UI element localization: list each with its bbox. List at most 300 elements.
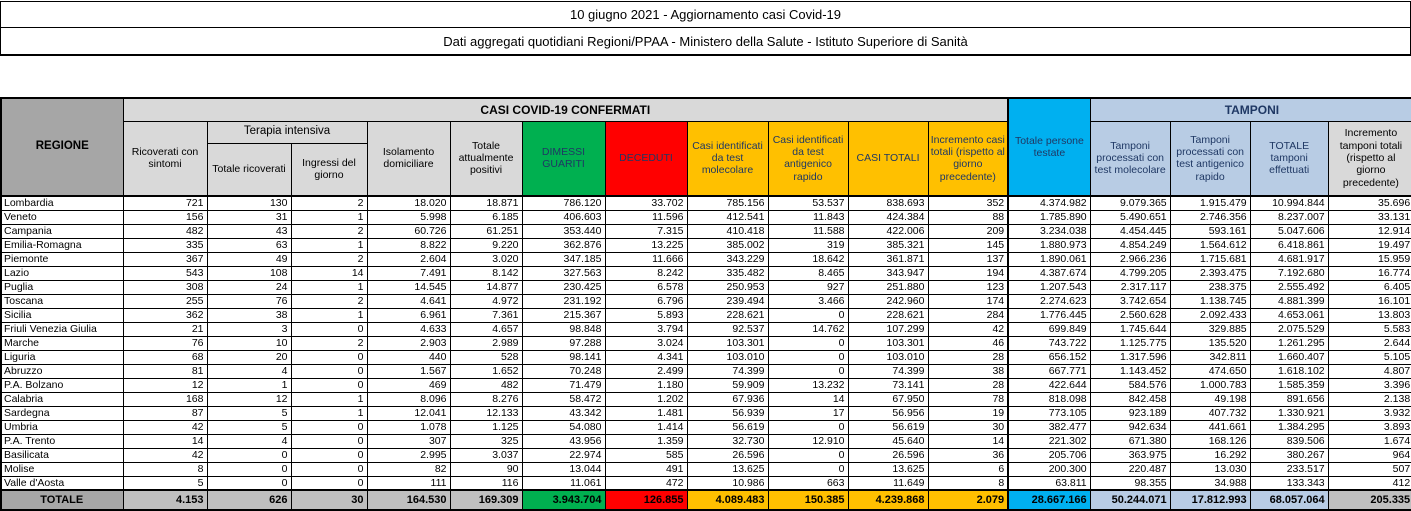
cell-ricoverati: 8 [123,462,207,476]
group-header-terapia-intensiva: Terapia intensiva [207,121,367,143]
cell-ti_ingressi: 1 [291,406,367,420]
cell-testate: 743.722 [1008,336,1090,350]
cell-ti_ingressi: 2 [291,224,367,238]
cell-isolamento: 1.078 [367,420,450,434]
cell-incr_casi: 28 [928,378,1008,392]
cell-positivi: 2.989 [450,336,522,350]
cell-testate: 2.274.623 [1008,294,1090,308]
column-header-incremento-tamponi: Incremento tamponi totali (rispetto al giorno precedente) [1328,121,1411,196]
column-header-totale-tamponi: TOTALE tamponi effettuati [1250,121,1328,196]
cell-regione: Lombardia [1,196,123,210]
cell-tamponi_ant: 168.126 [1170,434,1250,448]
cell-guariti: 98.141 [522,350,605,364]
cell-incr_casi: 28 [928,350,1008,364]
cell-guariti: 43.956 [522,434,605,448]
total-cell-tamponi_mol: 50.244.071 [1090,490,1170,510]
cell-isolamento: 82 [367,462,450,476]
cell-positivi: 6.185 [450,210,522,224]
table-row [1,196,1411,210]
cell-incr_casi: 36 [928,448,1008,462]
cell-incr_casi: 194 [928,266,1008,280]
column-header-tamponi-antigenico: Tamponi processati con test antigenico rapido [1170,121,1250,196]
cell-casi_ant: 11.843 [768,210,848,224]
table-body [1,196,1411,510]
cell-tamponi_mol: 2.560.628 [1090,308,1170,322]
cell-tamponi_tot: 4.681.917 [1250,252,1328,266]
cell-deceduti: 5.893 [605,308,687,322]
cell-incr_casi: 78 [928,392,1008,406]
cell-regione: Molise [1,462,123,476]
column-header-tamponi-molecolare: Tamponi processati con test molecolare [1090,121,1170,196]
table-row [1,266,1411,280]
cell-deceduti: 472 [605,476,687,490]
cell-incr_tamponi: 16.774 [1328,266,1411,280]
cell-ti_ingressi: 1 [291,308,367,322]
cell-deceduti: 7.315 [605,224,687,238]
cell-casi_mol: 67.936 [687,392,768,406]
cell-tamponi_tot: 1.618.102 [1250,364,1328,378]
cell-casi_totali: 385.321 [848,238,928,252]
cell-regione: Calabria [1,392,123,406]
table-header [1,98,1411,196]
cell-deceduti: 1.180 [605,378,687,392]
cell-ti_ingressi: 1 [291,210,367,224]
cell-tamponi_mol: 5.490.651 [1090,210,1170,224]
cell-ti_totale: 12 [207,392,291,406]
cell-tamponi_ant: 1.915.479 [1170,196,1250,210]
cell-tamponi_ant: 407.732 [1170,406,1250,420]
cell-tamponi_tot: 380.267 [1250,448,1328,462]
cell-regione: Sardegna [1,406,123,420]
cell-ricoverati: 721 [123,196,207,210]
column-header-casi-totali: CASI TOTALI [848,121,928,196]
cell-guariti: 327.563 [522,266,605,280]
cell-casi_mol: 343.229 [687,252,768,266]
cell-casi_totali: 11.649 [848,476,928,490]
cell-casi_mol: 385.002 [687,238,768,252]
report-title-box [0,1,1411,56]
cell-ti_totale: 4 [207,364,291,378]
cell-positivi: 1.652 [450,364,522,378]
group-header-tamponi: TAMPONI [1090,98,1411,121]
cell-tamponi_tot: 133.343 [1250,476,1328,490]
covid-data-table [0,97,1411,511]
cell-casi_totali: 73.141 [848,378,928,392]
cell-ti_totale: 3 [207,322,291,336]
cell-deceduti: 3.024 [605,336,687,350]
cell-ti_ingressi: 0 [291,322,367,336]
cell-isolamento: 4.641 [367,294,450,308]
cell-casi_ant: 663 [768,476,848,490]
cell-isolamento: 7.491 [367,266,450,280]
table-row [1,448,1411,462]
cell-incr_tamponi: 3.932 [1328,406,1411,420]
cell-incr_tamponi: 4.807 [1328,364,1411,378]
cell-ti_totale: 0 [207,448,291,462]
total-cell-ti_totale: 626 [207,490,291,510]
cell-regione: Abruzzo [1,364,123,378]
cell-deceduti: 6.578 [605,280,687,294]
cell-casi_totali: 13.625 [848,462,928,476]
cell-ricoverati: 5 [123,476,207,490]
cell-tamponi_tot: 891.656 [1250,392,1328,406]
cell-ricoverati: 76 [123,336,207,350]
table-row [1,210,1411,224]
cell-casi_mol: 335.482 [687,266,768,280]
cell-guariti: 231.192 [522,294,605,308]
table-row [1,224,1411,238]
cell-deceduti: 3.794 [605,322,687,336]
total-cell-guariti: 3.943.704 [522,490,605,510]
cell-casi_totali: 67.950 [848,392,928,406]
cell-testate: 3.234.038 [1008,224,1090,238]
cell-incr_tamponi: 1.674 [1328,434,1411,448]
cell-casi_totali: 56.619 [848,420,928,434]
cell-casi_ant: 18.642 [768,252,848,266]
cell-casi_ant: 12.910 [768,434,848,448]
cell-guariti: 98.848 [522,322,605,336]
cell-deceduti: 1.481 [605,406,687,420]
cell-regione: Umbria [1,420,123,434]
cell-positivi: 9.220 [450,238,522,252]
cell-tamponi_mol: 671.380 [1090,434,1170,448]
column-header-incremento-casi: Incremento casi totali (rispetto al giorno precedente) [928,121,1008,196]
cell-incr_casi: 14 [928,434,1008,448]
cell-deceduti: 1.202 [605,392,687,406]
cell-ricoverati: 308 [123,280,207,294]
column-header-casi-test-antigenico: Casi identificati da test antigenico rapido [768,121,848,196]
cell-ti_ingressi: 0 [291,434,367,448]
cell-ti_ingressi: 0 [291,378,367,392]
cell-testate: 656.152 [1008,350,1090,364]
cell-incr_tamponi: 13.803 [1328,308,1411,322]
cell-tamponi_ant: 474.650 [1170,364,1250,378]
cell-incr_casi: 174 [928,294,1008,308]
cell-tamponi_mol: 1.143.452 [1090,364,1170,378]
cell-testate: 63.811 [1008,476,1090,490]
cell-deceduti: 33.702 [605,196,687,210]
cell-deceduti: 585 [605,448,687,462]
cell-casi_ant: 0 [768,420,848,434]
cell-tamponi_tot: 1.585.359 [1250,378,1328,392]
column-header-ti-ingressi-del-giorno: Ingressi del giorno [291,143,367,196]
cell-incr_tamponi: 35.696 [1328,196,1411,210]
cell-ti_totale: 43 [207,224,291,238]
cell-guariti: 353.440 [522,224,605,238]
column-header-deceduti: DECEDUTI [605,121,687,196]
cell-testate: 699.849 [1008,322,1090,336]
table-row [1,420,1411,434]
cell-tamponi_ant: 1.564.612 [1170,238,1250,252]
table-row [1,252,1411,266]
cell-casi_ant: 3.466 [768,294,848,308]
cell-incr_tamponi: 12.914 [1328,224,1411,238]
cell-positivi: 3.020 [450,252,522,266]
cell-tamponi_mol: 4.854.249 [1090,238,1170,252]
cell-positivi: 61.251 [450,224,522,238]
cell-ricoverati: 68 [123,350,207,364]
cell-regione: Veneto [1,210,123,224]
cell-casi_mol: 56.619 [687,420,768,434]
cell-ti_ingressi: 2 [291,336,367,350]
cell-casi_totali: 228.621 [848,308,928,322]
cell-casi_totali: 343.947 [848,266,928,280]
cell-positivi: 4.972 [450,294,522,308]
cell-ti_ingressi: 14 [291,266,367,280]
cell-casi_ant: 0 [768,350,848,364]
cell-ti_totale: 4 [207,434,291,448]
cell-casi_totali: 251.880 [848,280,928,294]
cell-isolamento: 60.726 [367,224,450,238]
table-row [1,364,1411,378]
cell-incr_casi: 38 [928,364,1008,378]
cell-ti_ingressi: 2 [291,196,367,210]
cell-incr_tamponi: 16.101 [1328,294,1411,308]
cell-guariti: 70.248 [522,364,605,378]
cell-regione: Liguria [1,350,123,364]
cell-guariti: 22.974 [522,448,605,462]
table-row [1,322,1411,336]
cell-casi_ant: 0 [768,336,848,350]
total-cell-testate: 28.667.166 [1008,490,1090,510]
cell-testate: 422.644 [1008,378,1090,392]
cell-ti_totale: 5 [207,420,291,434]
cell-positivi: 325 [450,434,522,448]
cell-positivi: 90 [450,462,522,476]
cell-casi_ant: 0 [768,462,848,476]
cell-casi_mol: 59.909 [687,378,768,392]
cell-testate: 1.890.061 [1008,252,1090,266]
cell-tamponi_mol: 4.454.445 [1090,224,1170,238]
cell-regione: Campania [1,224,123,238]
cell-casi_totali: 838.693 [848,196,928,210]
cell-regione: Sicilia [1,308,123,322]
cell-guariti: 13.044 [522,462,605,476]
cell-testate: 205.706 [1008,448,1090,462]
cell-tamponi_mol: 923.189 [1090,406,1170,420]
cell-casi_ant: 14.762 [768,322,848,336]
cell-casi_ant: 53.537 [768,196,848,210]
cell-deceduti: 13.225 [605,238,687,252]
cell-positivi: 482 [450,378,522,392]
cell-regione: Emilia-Romagna [1,238,123,252]
cell-testate: 4.387.674 [1008,266,1090,280]
total-cell-incr_tamponi: 205.335 [1328,490,1411,510]
cell-tamponi_mol: 584.576 [1090,378,1170,392]
report-title-line2: Dati aggregati quotidiani Regioni/PPAA - Ministero della Salute - Istituto Superiore di Sanità [443,33,968,49]
cell-ricoverati: 367 [123,252,207,266]
cell-ti_totale: 31 [207,210,291,224]
column-header-ricoverati-con-sintomi: Ricoverati con sintomi [123,121,207,196]
cell-tamponi_ant: 441.661 [1170,420,1250,434]
cell-ricoverati: 482 [123,224,207,238]
cell-regione: Lazio [1,266,123,280]
cell-regione: Piemonte [1,252,123,266]
cell-isolamento: 8.822 [367,238,450,252]
cell-incr_casi: 30 [928,420,1008,434]
cell-ti_ingressi: 0 [291,476,367,490]
cell-deceduti: 8.242 [605,266,687,280]
cell-casi_ant: 0 [768,308,848,322]
cell-isolamento: 2.604 [367,252,450,266]
column-header-ti-totale-ricoverati: Totale ricoverati [207,143,291,196]
cell-ricoverati: 362 [123,308,207,322]
cell-regione: Valle d'Aosta [1,476,123,490]
cell-positivi: 18.871 [450,196,522,210]
cell-incr_casi: 46 [928,336,1008,350]
total-cell-casi_mol: 4.089.483 [687,490,768,510]
cell-testate: 1.207.543 [1008,280,1090,294]
cell-positivi: 116 [450,476,522,490]
cell-ricoverati: 255 [123,294,207,308]
cell-ti_totale: 24 [207,280,291,294]
cell-deceduti: 4.341 [605,350,687,364]
cell-ricoverati: 14 [123,434,207,448]
cell-regione: Basilicata [1,448,123,462]
table-row [1,336,1411,350]
cell-incr_tamponi: 15.959 [1328,252,1411,266]
cell-ti_totale: 20 [207,350,291,364]
cell-casi_mol: 103.010 [687,350,768,364]
cell-deceduti: 1.414 [605,420,687,434]
cell-positivi: 3.037 [450,448,522,462]
cell-guariti: 230.425 [522,280,605,294]
cell-testate: 1.776.445 [1008,308,1090,322]
cell-tamponi_ant: 2.092.433 [1170,308,1250,322]
cell-isolamento: 6.961 [367,308,450,322]
cell-incr_casi: 88 [928,210,1008,224]
total-cell-isolamento: 164.530 [367,490,450,510]
cell-positivi: 8.276 [450,392,522,406]
cell-incr_casi: 137 [928,252,1008,266]
cell-guariti: 97.288 [522,336,605,350]
cell-tamponi_ant: 329.885 [1170,322,1250,336]
cell-casi_mol: 239.494 [687,294,768,308]
cell-tamponi_mol: 942.634 [1090,420,1170,434]
cell-casi_mol: 26.596 [687,448,768,462]
cell-ti_ingressi: 2 [291,294,367,308]
cell-incr_casi: 8 [928,476,1008,490]
cell-isolamento: 5.998 [367,210,450,224]
cell-casi_mol: 228.621 [687,308,768,322]
table-row [1,294,1411,308]
table-row [1,476,1411,490]
cell-tamponi_tot: 4.653.061 [1250,308,1328,322]
cell-casi_totali: 103.010 [848,350,928,364]
cell-deceduti: 2.499 [605,364,687,378]
cell-testate: 773.105 [1008,406,1090,420]
cell-testate: 382.477 [1008,420,1090,434]
cell-testate: 4.374.982 [1008,196,1090,210]
cell-tamponi_tot: 1.384.295 [1250,420,1328,434]
cell-ti_totale: 130 [207,196,291,210]
cell-ti_ingressi: 0 [291,350,367,364]
cell-tamponi_mol: 9.079.365 [1090,196,1170,210]
cell-casi_totali: 107.299 [848,322,928,336]
cell-incr_tamponi: 2.138 [1328,392,1411,406]
table-row [1,406,1411,420]
cell-casi_ant: 319 [768,238,848,252]
cell-tamponi_ant: 342.811 [1170,350,1250,364]
cell-deceduti: 6.796 [605,294,687,308]
cell-casi_mol: 74.399 [687,364,768,378]
total-row-label: TOTALE [1,490,123,510]
cell-ricoverati: 543 [123,266,207,280]
cell-casi_totali: 56.956 [848,406,928,420]
cell-ti_ingressi: 2 [291,252,367,266]
cell-casi_ant: 0 [768,364,848,378]
cell-testate: 221.302 [1008,434,1090,448]
cell-guariti: 11.061 [522,476,605,490]
table-total-row [1,490,1411,510]
cell-tamponi_ant: 1.715.681 [1170,252,1250,266]
cell-casi_ant: 0 [768,448,848,462]
cell-casi_ant: 13.232 [768,378,848,392]
cell-casi_ant: 17 [768,406,848,420]
cell-casi_mol: 103.301 [687,336,768,350]
cell-tamponi_tot: 5.047.606 [1250,224,1328,238]
cell-tamponi_mol: 842.458 [1090,392,1170,406]
total-cell-casi_ant: 150.385 [768,490,848,510]
cell-testate: 1.880.973 [1008,238,1090,252]
total-cell-incr_casi: 2.079 [928,490,1008,510]
cell-incr_tamponi: 3.396 [1328,378,1411,392]
cell-incr_tamponi: 6.405 [1328,280,1411,294]
cell-testate: 200.300 [1008,462,1090,476]
cell-incr_casi: 42 [928,322,1008,336]
cell-casi_ant: 927 [768,280,848,294]
cell-casi_mol: 56.939 [687,406,768,420]
cell-positivi: 8.142 [450,266,522,280]
cell-guariti: 58.472 [522,392,605,406]
cell-ricoverati: 335 [123,238,207,252]
cell-tamponi_ant: 1.000.783 [1170,378,1250,392]
cell-casi_mol: 10.986 [687,476,768,490]
cell-ti_ingressi: 1 [291,238,367,252]
cell-ti_ingressi: 1 [291,280,367,294]
cell-ti_ingressi: 0 [291,364,367,378]
cell-casi_ant: 11.588 [768,224,848,238]
column-header-totale-attualmente-positivi: Totale attualmente positivi [450,121,522,196]
cell-incr_casi: 145 [928,238,1008,252]
cell-isolamento: 1.567 [367,364,450,378]
cell-guariti: 215.367 [522,308,605,322]
cell-regione: Toscana [1,294,123,308]
cell-tamponi_mol: 1.125.775 [1090,336,1170,350]
table-row [1,238,1411,252]
cell-tamponi_tot: 7.192.680 [1250,266,1328,280]
cell-incr_tamponi: 507 [1328,462,1411,476]
cell-tamponi_ant: 238.375 [1170,280,1250,294]
cell-tamponi_tot: 233.517 [1250,462,1328,476]
cell-ti_totale: 49 [207,252,291,266]
cell-ti_totale: 0 [207,462,291,476]
cell-ricoverati: 21 [123,322,207,336]
cell-tamponi_ant: 16.292 [1170,448,1250,462]
cell-positivi: 12.133 [450,406,522,420]
report-title-line1: 10 giugno 2021 - Aggiornamento casi Covid-19 [1,2,1410,28]
table-row [1,350,1411,364]
cell-casi_mol: 410.418 [687,224,768,238]
cell-incr_tamponi: 33.131 [1328,210,1411,224]
table-row [1,434,1411,448]
cell-ricoverati: 156 [123,210,207,224]
cell-ti_totale: 0 [207,476,291,490]
cell-ti_totale: 38 [207,308,291,322]
cell-casi_mol: 412.541 [687,210,768,224]
cell-regione: Puglia [1,280,123,294]
cell-tamponi_ant: 2.746.356 [1170,210,1250,224]
